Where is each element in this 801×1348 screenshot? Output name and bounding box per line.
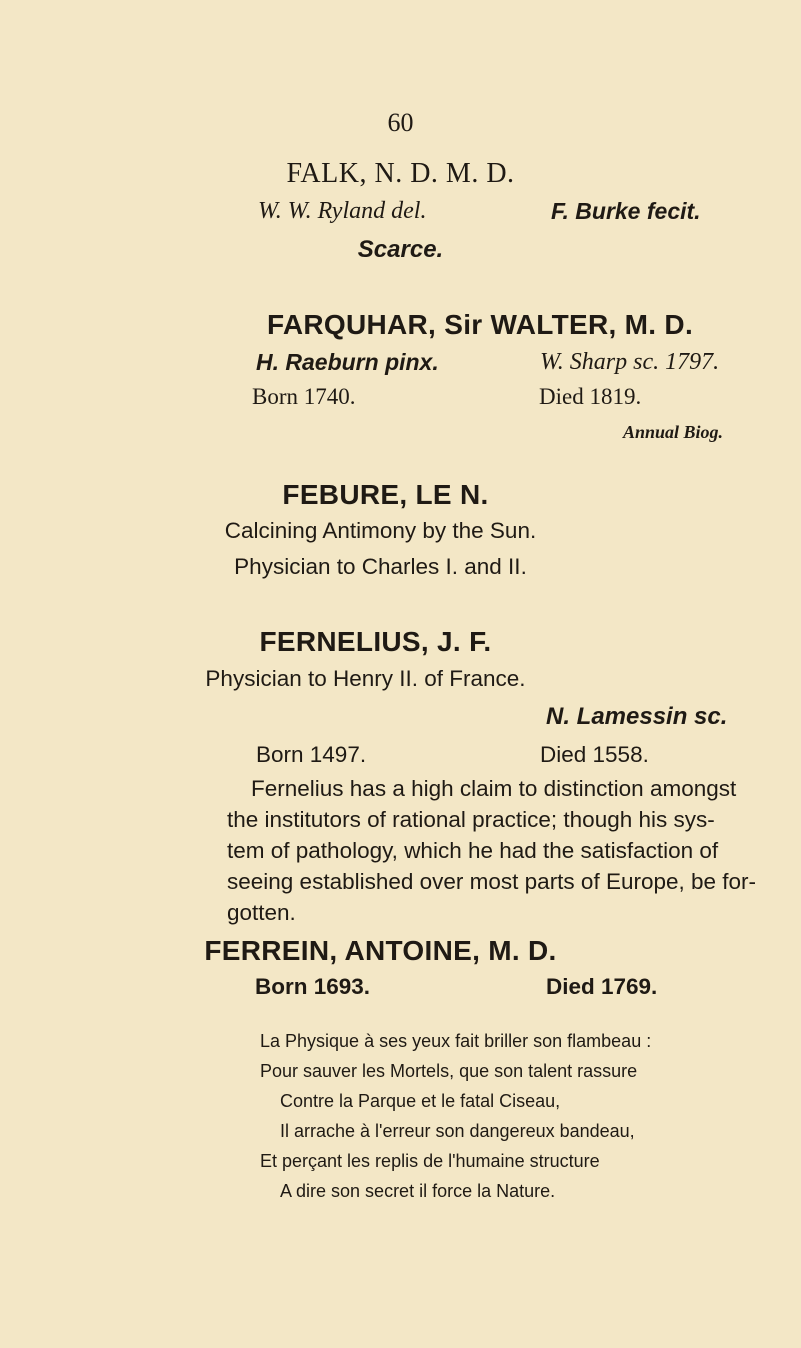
farquhar-engraver: W. Sharp sc. 1797.: [540, 349, 720, 375]
fernelius-engraver: N. Lamessin sc.: [546, 703, 728, 730]
fernelius-died: Died 1558.: [540, 742, 649, 767]
falk-heading: FALK, N. D. M. D.: [286, 158, 515, 189]
paragraph-line: tem of pathology, which he had the satisfaction of: [227, 838, 719, 863]
falk-note: Scarce.: [357, 236, 444, 263]
farquhar-born: Born 1740.: [252, 384, 356, 409]
febure-line2: Physician to Charles I. and II.: [234, 554, 527, 579]
verse-line: Et perçant les replis de l'humaine structure: [260, 1151, 600, 1171]
verse-line: A dire son secret il force la Nature.: [280, 1181, 556, 1201]
verse-line: Contre la Parque et le fatal Ciseau,: [280, 1091, 561, 1111]
paragraph-line: the institutors of rational practice; though his sys-: [227, 807, 715, 832]
febure-line1: Calcining Antimony by the Sun.: [224, 518, 537, 543]
verse-line: La Physique à ses yeux fait briller son flambeau :: [260, 1031, 652, 1051]
falk-engraver: F. Burke fecit.: [551, 198, 701, 224]
febure-heading: FEBURE, LE N.: [282, 479, 489, 510]
farquhar-heading: FARQUHAR, Sir WALTER, M. D.: [267, 309, 694, 340]
farquhar-died: Died 1819.: [539, 384, 642, 409]
fernelius-born: Born 1497.: [256, 742, 367, 767]
verse-line: Il arrache à l'erreur son dangereux bandeau,: [280, 1121, 635, 1141]
page-number: 60: [387, 108, 414, 137]
ferrein-born: Born 1693.: [255, 974, 371, 999]
farquhar-source: Annual Biog.: [623, 422, 724, 442]
falk-artist: W. W. Ryland del.: [258, 198, 427, 224]
fernelius-heading: FERNELIUS, J. F.: [259, 626, 492, 657]
ferrein-died: Died 1769.: [546, 974, 658, 999]
fernelius-line1: Physician to Henry II. of France.: [205, 666, 526, 691]
verse-line: Pour sauver les Mortels, que son talent rassure: [260, 1061, 638, 1081]
farquhar-painter: H. Raeburn pinx.: [256, 349, 439, 375]
paragraph-line: gotten.: [227, 900, 296, 925]
ferrein-heading: FERREIN, ANTOINE, M. D.: [204, 935, 557, 966]
fernelius-paragraph: [227, 773, 757, 928]
ferrein-verse: [260, 1026, 651, 1206]
paragraph-line: Fernelius has a high claim to distinction amongst: [251, 776, 737, 801]
paragraph-line: seeing established over most parts of Europe, be for-: [227, 869, 757, 894]
